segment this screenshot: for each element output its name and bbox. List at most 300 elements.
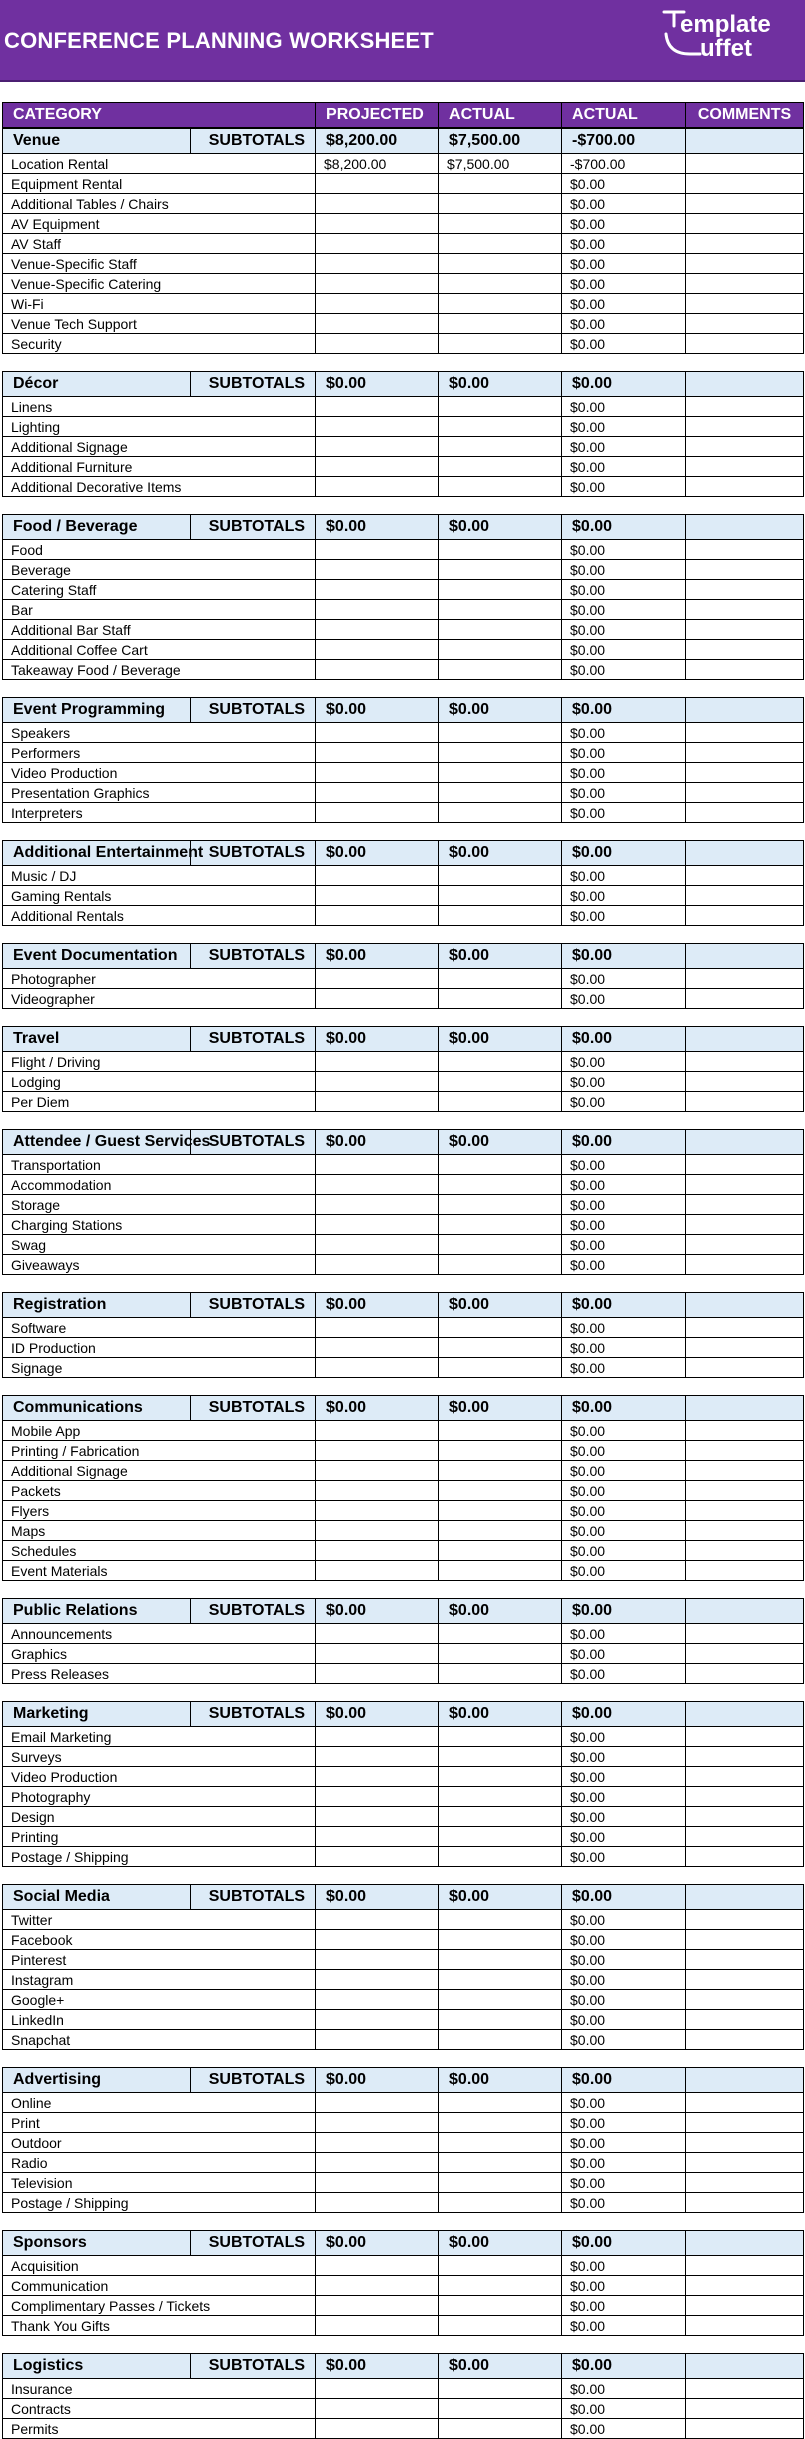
actual-subtotal: $0.00 <box>439 944 562 969</box>
item-name: Google+ <box>3 1990 316 2010</box>
table-row <box>3 2173 804 2193</box>
comments-cell <box>686 1421 804 1441</box>
projected-cell <box>316 194 439 214</box>
variance-subtotal: $0.00 <box>562 1885 686 1910</box>
variance-cell: $0.00 <box>562 640 686 660</box>
comments-cell <box>686 2068 804 2093</box>
item-name: ID Production <box>3 1338 316 1358</box>
actual-cell <box>439 194 562 214</box>
table-row <box>3 600 804 620</box>
actual-cell <box>439 2153 562 2173</box>
projected-cell <box>316 274 439 294</box>
comments-cell <box>686 1990 804 2010</box>
variance-cell: $0.00 <box>562 1358 686 1378</box>
actual-cell <box>439 723 562 743</box>
actual-cell <box>439 1421 562 1441</box>
item-name: Additional Signage <box>3 1461 316 1481</box>
item-name: Charging Stations <box>3 1215 316 1235</box>
actual-cell <box>439 1318 562 1338</box>
table-row <box>3 1092 804 1112</box>
item-name: Online <box>3 2093 316 2113</box>
actual-cell <box>439 1358 562 1378</box>
actual-cell <box>439 906 562 926</box>
comments-cell <box>686 2010 804 2030</box>
item-name: Wi-Fi <box>3 294 316 314</box>
item-name: AV Equipment <box>3 214 316 234</box>
category-row <box>3 944 804 969</box>
table-row <box>3 457 804 477</box>
variance-cell: $0.00 <box>562 540 686 560</box>
comments-cell <box>686 1930 804 1950</box>
variance-cell: $0.00 <box>562 783 686 803</box>
comments-cell <box>686 2276 804 2296</box>
category-name: Sponsors <box>3 2231 191 2256</box>
variance-cell: $0.00 <box>562 2399 686 2419</box>
table-row <box>3 2010 804 2030</box>
category-name: Event Programming <box>3 698 191 723</box>
variance-cell: $0.00 <box>562 1421 686 1441</box>
actual-subtotal: $0.00 <box>439 1702 562 1727</box>
item-name: Television <box>3 2173 316 2193</box>
item-name: Maps <box>3 1521 316 1541</box>
item-name: Graphics <box>3 1644 316 1664</box>
comments-cell <box>686 803 804 823</box>
category-name: Event Documentation <box>3 944 191 969</box>
projected-cell <box>316 2296 439 2316</box>
comments-cell <box>686 1215 804 1235</box>
comments-cell <box>686 1441 804 1461</box>
item-name: Additional Tables / Chairs <box>3 194 316 214</box>
spacer-row <box>3 1275 804 1293</box>
table-row <box>3 1787 804 1807</box>
variance-cell: $0.00 <box>562 1727 686 1747</box>
comments-cell <box>686 1807 804 1827</box>
subtotals-label: SUBTOTALS <box>191 1885 316 1910</box>
comments-cell <box>686 2354 804 2379</box>
item-name: Bar <box>3 600 316 620</box>
variance-cell: $0.00 <box>562 2133 686 2153</box>
item-name: Twitter <box>3 1910 316 1930</box>
variance-cell: $0.00 <box>562 314 686 334</box>
projected-cell <box>316 1481 439 1501</box>
category-row <box>3 2231 804 2256</box>
header-projected: PROJECTED <box>316 103 439 129</box>
actual-cell <box>439 214 562 234</box>
table-row <box>3 660 804 680</box>
comments-cell <box>686 2030 804 2050</box>
variance-cell: $0.00 <box>562 1807 686 1827</box>
table-row <box>3 866 804 886</box>
spacer-row <box>3 1581 804 1599</box>
actual-cell <box>439 2276 562 2296</box>
projected-subtotal: $0.00 <box>316 2231 439 2256</box>
projected-cell <box>316 2193 439 2213</box>
item-name: Food <box>3 540 316 560</box>
projected-cell <box>316 1072 439 1092</box>
table-row <box>3 2419 804 2439</box>
comments-cell <box>686 969 804 989</box>
item-name: Press Releases <box>3 1664 316 1684</box>
comments-cell <box>686 1624 804 1644</box>
comments-cell <box>686 580 804 600</box>
actual-cell <box>439 314 562 334</box>
projected-cell <box>316 906 439 926</box>
projected-cell <box>316 1215 439 1235</box>
table-row <box>3 1664 804 1684</box>
comments-cell <box>686 1787 804 1807</box>
comments-cell <box>686 1847 804 1867</box>
table-row <box>3 1561 804 1581</box>
variance-cell: $0.00 <box>562 457 686 477</box>
spacer-cell <box>3 2213 804 2231</box>
variance-cell: $0.00 <box>562 294 686 314</box>
variance-cell: $0.00 <box>562 1767 686 1787</box>
actual-cell <box>439 334 562 354</box>
variance-cell: $0.00 <box>562 2296 686 2316</box>
comments-cell <box>686 128 804 154</box>
projected-cell <box>316 1624 439 1644</box>
variance-cell: $0.00 <box>562 620 686 640</box>
item-name: Additional Furniture <box>3 457 316 477</box>
table-row <box>3 1255 804 1275</box>
projected-cell <box>316 334 439 354</box>
projected-cell <box>316 2276 439 2296</box>
variance-cell: $0.00 <box>562 886 686 906</box>
comments-cell <box>686 1644 804 1664</box>
projected-cell <box>316 1787 439 1807</box>
projected-cell <box>316 580 439 600</box>
actual-cell <box>439 620 562 640</box>
comments-cell <box>686 1702 804 1727</box>
category-row <box>3 1396 804 1421</box>
projected-cell <box>316 1461 439 1481</box>
variance-cell: $0.00 <box>562 397 686 417</box>
projected-cell <box>316 600 439 620</box>
table-row <box>3 314 804 334</box>
variance-cell: $0.00 <box>562 1235 686 1255</box>
comments-cell <box>686 640 804 660</box>
actual-cell <box>439 783 562 803</box>
subtotals-label: SUBTOTALS <box>191 2231 316 2256</box>
actual-cell <box>439 457 562 477</box>
variance-cell: $0.00 <box>562 1052 686 1072</box>
category-row <box>3 1130 804 1155</box>
table-row <box>3 1235 804 1255</box>
comments-cell <box>686 1175 804 1195</box>
comments-cell <box>686 560 804 580</box>
variance-cell: $0.00 <box>562 1847 686 1867</box>
actual-cell <box>439 417 562 437</box>
projected-cell <box>316 214 439 234</box>
table-row <box>3 743 804 763</box>
spacer-row <box>3 1378 804 1396</box>
projected-cell <box>316 437 439 457</box>
comments-cell <box>686 1664 804 1684</box>
variance-subtotal: $0.00 <box>562 1293 686 1318</box>
projected-subtotal: $0.00 <box>316 1027 439 1052</box>
table-row <box>3 989 804 1009</box>
category-row <box>3 1599 804 1624</box>
table-row <box>3 620 804 640</box>
category-row <box>3 698 804 723</box>
table-row <box>3 1481 804 1501</box>
variance-cell: $0.00 <box>562 2193 686 2213</box>
comments-cell <box>686 397 804 417</box>
item-name: Printing / Fabrication <box>3 1441 316 1461</box>
item-name: Video Production <box>3 763 316 783</box>
item-name: Pinterest <box>3 1950 316 1970</box>
actual-cell <box>439 477 562 497</box>
comments-cell <box>686 2093 804 2113</box>
comments-cell <box>686 2256 804 2276</box>
logo-line1: emplate <box>680 11 771 38</box>
actual-cell <box>439 1541 562 1561</box>
actual-subtotal: $0.00 <box>439 515 562 540</box>
actual-cell <box>439 600 562 620</box>
table-row <box>3 174 804 194</box>
actual-cell <box>439 1072 562 1092</box>
comments-cell <box>686 1318 804 1338</box>
item-name: Videographer <box>3 989 316 1009</box>
variance-cell: $0.00 <box>562 803 686 823</box>
table-row <box>3 477 804 497</box>
comments-cell <box>686 154 804 174</box>
table-row <box>3 2276 804 2296</box>
comments-cell <box>686 274 804 294</box>
actual-cell <box>439 1155 562 1175</box>
actual-cell <box>439 2316 562 2336</box>
projected-cell <box>316 1358 439 1378</box>
actual-cell <box>439 2173 562 2193</box>
table-row <box>3 274 804 294</box>
projected-cell <box>316 1255 439 1275</box>
table-row <box>3 580 804 600</box>
variance-subtotal: $0.00 <box>562 841 686 866</box>
projected-cell <box>316 783 439 803</box>
item-name: Schedules <box>3 1541 316 1561</box>
comments-cell <box>686 698 804 723</box>
table-row <box>3 154 804 174</box>
item-name: Print <box>3 2113 316 2133</box>
actual-cell <box>439 1624 562 1644</box>
projected-cell <box>316 2173 439 2193</box>
variance-cell: $0.00 <box>562 174 686 194</box>
comments-cell <box>686 1541 804 1561</box>
projected-cell <box>316 254 439 274</box>
table-row <box>3 1910 804 1930</box>
actual-cell <box>439 1930 562 1950</box>
actual-cell <box>439 1727 562 1747</box>
actual-cell <box>439 866 562 886</box>
variance-cell: $0.00 <box>562 2256 686 2276</box>
category-name: Food / Beverage <box>3 515 191 540</box>
spacer-row <box>3 1009 804 1027</box>
comments-cell <box>686 660 804 680</box>
spacer-cell <box>3 1867 804 1885</box>
comments-cell <box>686 1092 804 1112</box>
spacer-cell <box>3 823 804 841</box>
subtotals-label: SUBTOTALS <box>191 698 316 723</box>
table-row <box>3 640 804 660</box>
item-name: Communication <box>3 2276 316 2296</box>
actual-subtotal: $7,500.00 <box>439 128 562 154</box>
projected-cell <box>316 1441 439 1461</box>
table-row <box>3 560 804 580</box>
spacer-cell <box>3 1112 804 1130</box>
header-variance: ACTUAL <box>562 103 686 129</box>
comments-cell <box>686 600 804 620</box>
actual-cell <box>439 2193 562 2213</box>
item-name: Postage / Shipping <box>3 1847 316 1867</box>
comments-cell <box>686 1255 804 1275</box>
variance-cell: $0.00 <box>562 1787 686 1807</box>
actual-cell <box>439 886 562 906</box>
item-name: Thank You Gifts <box>3 2316 316 2336</box>
actual-cell <box>439 2093 562 2113</box>
projected-cell <box>316 1175 439 1195</box>
actual-cell <box>439 1787 562 1807</box>
projected-cell <box>316 2113 439 2133</box>
projected-cell <box>316 2256 439 2276</box>
variance-subtotal: $0.00 <box>562 1130 686 1155</box>
category-name: Venue <box>3 128 191 154</box>
item-name: Surveys <box>3 1747 316 1767</box>
comments-cell <box>686 214 804 234</box>
subtotals-label: SUBTOTALS <box>191 841 316 866</box>
variance-cell: $0.00 <box>562 2173 686 2193</box>
projected-cell <box>316 1501 439 1521</box>
actual-cell <box>439 1092 562 1112</box>
table-row <box>3 254 804 274</box>
actual-cell <box>439 437 562 457</box>
comments-cell <box>686 417 804 437</box>
category-name: Communications <box>3 1396 191 1421</box>
variance-subtotal: $0.00 <box>562 1027 686 1052</box>
spacer-cell <box>3 2050 804 2068</box>
comments-cell <box>686 906 804 926</box>
actual-cell <box>439 254 562 274</box>
variance-cell: $0.00 <box>562 1155 686 1175</box>
actual-subtotal: $0.00 <box>439 1599 562 1624</box>
category-name: Advertising <box>3 2068 191 2093</box>
variance-cell: -$700.00 <box>562 154 686 174</box>
comments-cell <box>686 1501 804 1521</box>
item-name: Flight / Driving <box>3 1052 316 1072</box>
projected-subtotal: $0.00 <box>316 372 439 397</box>
item-name: Accommodation <box>3 1175 316 1195</box>
actual-subtotal: $0.00 <box>439 1293 562 1318</box>
category-name: Public Relations <box>3 1599 191 1624</box>
projected-cell: $8,200.00 <box>316 154 439 174</box>
comments-cell <box>686 2296 804 2316</box>
variance-cell: $0.00 <box>562 1318 686 1338</box>
actual-cell <box>439 1767 562 1787</box>
comments-cell <box>686 1461 804 1481</box>
comments-cell <box>686 841 804 866</box>
comments-cell <box>686 2153 804 2173</box>
projected-cell <box>316 886 439 906</box>
comments-cell <box>686 2419 804 2439</box>
table-row <box>3 886 804 906</box>
actual-subtotal: $0.00 <box>439 2231 562 2256</box>
actual-cell <box>439 1561 562 1581</box>
actual-cell <box>439 1195 562 1215</box>
variance-cell: $0.00 <box>562 2316 686 2336</box>
projected-cell <box>316 174 439 194</box>
actual-cell <box>439 1664 562 1684</box>
table-row <box>3 1624 804 1644</box>
projected-cell <box>316 314 439 334</box>
variance-cell: $0.00 <box>562 214 686 234</box>
item-name: Complimentary Passes / Tickets <box>3 2296 316 2316</box>
table-row <box>3 397 804 417</box>
actual-cell <box>439 1847 562 1867</box>
table-row <box>3 214 804 234</box>
spacer-row <box>3 354 804 372</box>
actual-cell <box>439 560 562 580</box>
actual-cell <box>439 763 562 783</box>
table-row <box>3 2153 804 2173</box>
item-name: Radio <box>3 2153 316 2173</box>
variance-subtotal: -$700.00 <box>562 128 686 154</box>
item-name: Facebook <box>3 1930 316 1950</box>
actual-cell <box>439 640 562 660</box>
category-row <box>3 1885 804 1910</box>
variance-cell: $0.00 <box>562 723 686 743</box>
comments-cell <box>686 886 804 906</box>
item-name: Packets <box>3 1481 316 1501</box>
projected-subtotal: $0.00 <box>316 1130 439 1155</box>
variance-cell: $0.00 <box>562 580 686 600</box>
projected-cell <box>316 1318 439 1338</box>
actual-subtotal: $0.00 <box>439 1130 562 1155</box>
item-name: Photography <box>3 1787 316 1807</box>
comments-cell <box>686 763 804 783</box>
projected-cell <box>316 763 439 783</box>
projected-subtotal: $0.00 <box>316 1702 439 1727</box>
table-row <box>3 234 804 254</box>
variance-cell: $0.00 <box>562 1930 686 1950</box>
table-row <box>3 1930 804 1950</box>
budget-table <box>2 102 804 2439</box>
variance-cell: $0.00 <box>562 1338 686 1358</box>
projected-cell <box>316 397 439 417</box>
projected-cell <box>316 1910 439 1930</box>
item-name: Per Diem <box>3 1092 316 1112</box>
variance-cell: $0.00 <box>562 2010 686 2030</box>
table-row <box>3 1950 804 1970</box>
item-name: Signage <box>3 1358 316 1378</box>
variance-subtotal: $0.00 <box>562 944 686 969</box>
page-title: CONFERENCE PLANNING WORKSHEET <box>4 28 434 53</box>
actual-cell <box>439 2010 562 2030</box>
item-name: Venue Tech Support <box>3 314 316 334</box>
variance-cell: $0.00 <box>562 254 686 274</box>
projected-cell <box>316 660 439 680</box>
header-row <box>3 103 804 129</box>
subtotals-label: SUBTOTALS <box>191 1027 316 1052</box>
comments-cell <box>686 2316 804 2336</box>
table-row <box>3 2093 804 2113</box>
item-name: Video Production <box>3 1767 316 1787</box>
category-name: Social Media <box>3 1885 191 1910</box>
item-name: Announcements <box>3 1624 316 1644</box>
variance-cell: $0.00 <box>562 1255 686 1275</box>
variance-cell: $0.00 <box>562 417 686 437</box>
table-row <box>3 1501 804 1521</box>
item-name: Beverage <box>3 560 316 580</box>
actual-cell <box>439 1255 562 1275</box>
